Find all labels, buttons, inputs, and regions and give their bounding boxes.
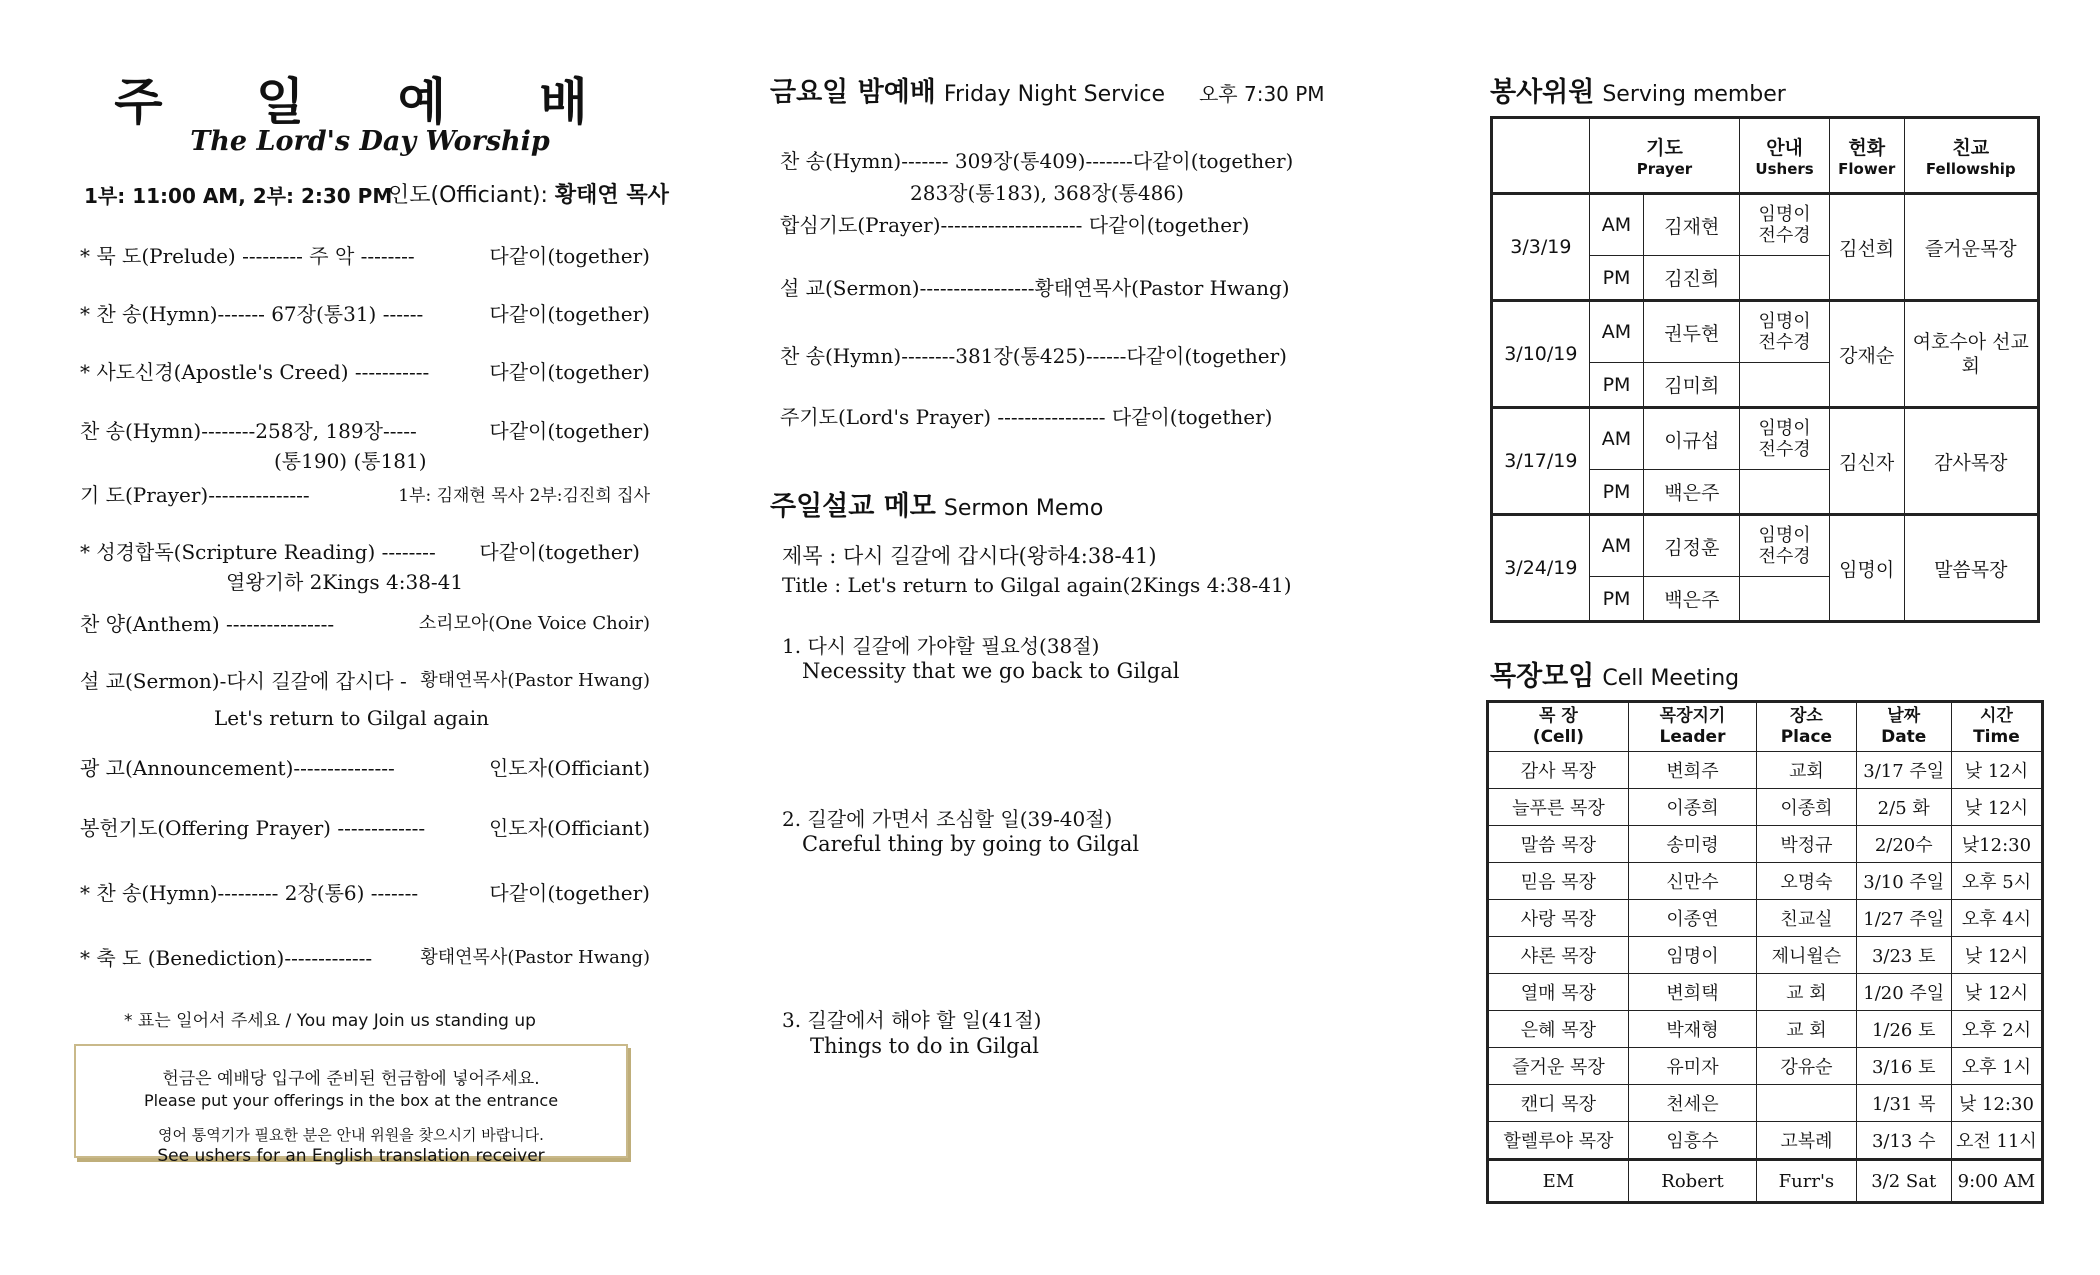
serving-heading: 봉사위원 Serving member (1490, 77, 1786, 108)
friday-order-item: 찬 송(Hymn)--------381장(통425)------다같이(together) (780, 344, 1287, 368)
offering-notice-box (74, 1044, 628, 1166)
fellowship: 즐거운목장 (1904, 194, 2038, 301)
table-row: EM Robert Furr's 3/2 Sat 9:00 AM (1488, 1160, 2043, 1203)
memo-point-korean: 1. 다시 길갈에 가야할 필요성(38절) (782, 634, 1100, 658)
table-row: 즐거운 목장 유미자 강유순 3/16 토 오후 1시 (1488, 1048, 2043, 1085)
serving-table (1490, 116, 2040, 623)
memo-subject-english: Title : Let's return to Gilgal again(2Kings 4:38-41) (782, 573, 1292, 597)
table-row: 캔디 목장 천세은 1/31 목 낮 12:30 (1488, 1085, 2043, 1122)
am-label: AM (1589, 515, 1644, 577)
sermon-memo-heading: 주일설교 메모 Sermon Memo (770, 491, 1104, 522)
friday-order-item: 합심기도(Prayer)--------------------- 다같이(together) (780, 213, 1250, 237)
prayer-am: 김재현 (1644, 194, 1740, 256)
pm-label: PM (1589, 363, 1644, 408)
table-row: 감사 목장 변희주 교회 3/17 주일 낮 12시 (1488, 752, 2043, 789)
fellowship: 말씀목장 (1904, 515, 2038, 622)
service-times: 1부: 11:00 AM, 2부: 2:30 PM (84, 184, 393, 208)
fellowship: 여호수아 선교회 (1904, 301, 2038, 408)
col-time: 시간 Time (1951, 702, 2042, 752)
prayer-pm: 김진희 (1644, 256, 1740, 301)
friday-service-heading: 금요일 밤예배 Friday Night Service 오후 7:30 PM (770, 77, 1325, 108)
pm-label: PM (1589, 577, 1644, 622)
am-label: AM (1589, 194, 1644, 256)
cell-header-row (1488, 702, 2043, 752)
worship-title-korean: 주 일 예 배 (114, 73, 626, 131)
serving-date: 3/10/19 (1492, 301, 1590, 408)
col-date: 날짜 Date (1856, 702, 1951, 752)
table-row: 늘푸른 목장 이종희 이종희 2/5 화 낮 12시 (1488, 789, 2043, 826)
prayer-am: 김정훈 (1644, 515, 1740, 577)
prayer-pm: 김미희 (1644, 363, 1740, 408)
memo-point-korean: 3. 길갈에서 해야 할 일(41절) (782, 1008, 1042, 1032)
friday-order-item: 찬 송(Hymn)------- 309장(통409)-------다같이(together) (780, 149, 1294, 173)
am-label: AM (1589, 408, 1644, 470)
offering-notice-korean: 헌금은 예배당 입구에 준비된 헌금함에 넣어주세요. (162, 1069, 540, 1089)
serving-date: 3/24/19 (1492, 515, 1590, 622)
col-flower: 헌화 Flower (1829, 118, 1904, 194)
cell-meeting-table (1486, 700, 2044, 1204)
memo-point-english: Necessity that we go back to Gilgal (802, 659, 1180, 683)
am-label: AM (1589, 301, 1644, 363)
serving-header-row (1492, 118, 2039, 194)
flower: 임명이 (1829, 515, 1904, 622)
table-row: 샤론 목장 임명이 제니윌슨 3/23 토 낮 12시 (1488, 937, 2043, 974)
friday-order-item: 주기도(Lord's Prayer) ---------------- 다같이(together) (780, 405, 1273, 429)
col-fellowship: 친교 Fellowship (1904, 118, 2038, 194)
serving-row (1492, 515, 2039, 577)
translation-notice-english: See ushers for an English translation receiver (157, 1146, 545, 1166)
col-prayer: 기도 Prayer (1589, 118, 1740, 194)
serving-date: 3/17/19 (1492, 408, 1590, 515)
table-row: 말씀 목장 송미령 박정규 2/20수 낮12:30 (1488, 826, 2043, 863)
offering-notice-english: Please put your offerings in the box at the entrance (143, 1091, 559, 1110)
fellowship: 감사목장 (1904, 408, 2038, 515)
prayer-pm: 백은주 (1644, 470, 1740, 515)
flower: 김신자 (1829, 408, 1904, 515)
col-leader: 목장지기 Leader (1628, 702, 1756, 752)
table-row: 사랑 목장 이종연 친교실 1/27 주일 오후 4시 (1488, 900, 2043, 937)
table-row: 열매 목장 변희택 교 회 1/20 주일 낮 12시 (1488, 974, 2043, 1011)
col-ushers: 안내 Ushers (1740, 118, 1830, 194)
worship-title-english: The Lord's Day Worship (190, 126, 550, 157)
pm-label: PM (1589, 256, 1644, 301)
memo-subject-korean: 제목 : 다시 길갈에 갑시다(왕하4:38-41) (782, 544, 1157, 568)
table-row: 믿음 목장 신만수 오명숙 3/10 주일 오후 5시 (1488, 863, 2043, 900)
serving-date: 3/3/19 (1492, 194, 1590, 301)
ushers: 임명이 전수경 (1740, 408, 1830, 470)
translation-notice-korean: 영어 통역기가 필요한 분은 안내 위원을 찾으시기 바랍니다. (158, 1126, 544, 1144)
ushers: 임명이 전수경 (1740, 515, 1830, 577)
memo-point-english: Careful thing by going to Gilgal (802, 832, 1140, 856)
flower: 김선희 (1829, 194, 1904, 301)
table-row: 은혜 목장 박재형 교 회 1/26 토 오후 2시 (1488, 1011, 2043, 1048)
cell-meeting-heading: 목장모임 Cell Meeting (1490, 661, 1740, 692)
memo-point-korean: 2. 길갈에 가면서 조심할 일(39-40절) (782, 807, 1113, 831)
pm-label: PM (1589, 470, 1644, 515)
ushers: 임명이 전수경 (1740, 301, 1830, 363)
standing-note: * 표는 일어서 주세요 / You may Join us standing up (124, 1011, 536, 1031)
col-cell: 목 장 (Cell) (1488, 702, 1629, 752)
prayer-am: 권두현 (1644, 301, 1740, 363)
prayer-am: 이규섭 (1644, 408, 1740, 470)
serving-row (1492, 408, 2039, 470)
officiant: 인도(Officiant): 황태연 목사 (388, 183, 669, 208)
table-row: 할렐루야 목장 임흥수 고복례 3/13 수 오전 11시 (1488, 1122, 2043, 1160)
col-place: 장소 Place (1757, 702, 1856, 752)
friday-order-item: 설 교(Sermon)-----------------황태연목사(Pastor Hwang) (780, 276, 1290, 300)
ushers: 임명이 전수경 (1740, 194, 1830, 256)
serving-row (1492, 194, 2039, 256)
serving-row (1492, 301, 2039, 363)
friday-order-item-continued: 283장(통183), 368장(통486) (910, 181, 1184, 205)
flower: 강재순 (1829, 301, 1904, 408)
memo-point-english: Things to do in Gilgal (810, 1034, 1039, 1058)
prayer-pm: 백은주 (1644, 577, 1740, 622)
